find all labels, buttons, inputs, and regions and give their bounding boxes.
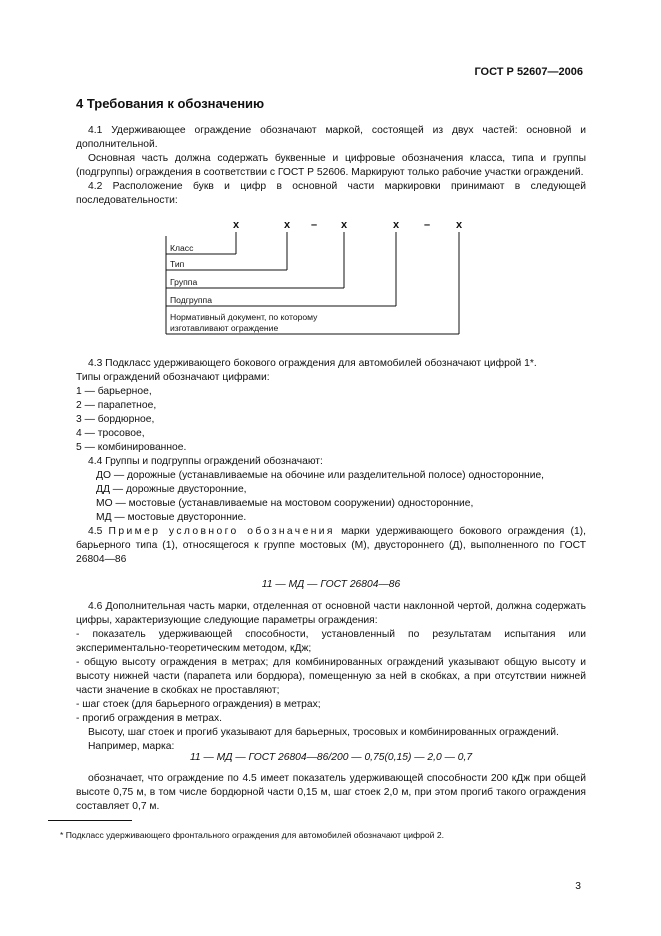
example-formula-2: 11 — МД — ГОСТ 26804—86/200 — 0,75(0,15) — 2,0 — 0,7	[189, 752, 473, 763]
document-header: ГОСТ Р 52607—2006	[474, 66, 583, 78]
param-item-4: - прогиб ограждения в метрах.	[76, 713, 222, 724]
paragraph-4-6	[76, 600, 586, 754]
scheme-label-normdoc-line2: изготавливают ограждение	[170, 323, 279, 333]
footnote: * Подкласс удерживающего фронтального ограждения для автомобилей обозначают цифрой 2.	[60, 830, 445, 840]
scheme-symbol-group: x	[340, 219, 348, 231]
group-item-md: МД — мостовые двусторонние.	[96, 512, 247, 523]
paragraph-4-6-conclusion	[76, 772, 586, 814]
p46-text-b: Высоту, шаг стоек и прогиб указывают для барьерных, тросовых и комбинированных ограждений.	[88, 727, 559, 738]
p41-text-b: Основная часть должна содержать буквенные и цифровые обозначения класса, типа и группы (подгруппы) ограждения в соответствии с ГОСТ Р 52606. Маркируют только рабочие участки ограждений.	[76, 153, 586, 178]
paragraph-4-3	[76, 357, 586, 567]
type-item-5: 5 — комбинированное.	[76, 442, 187, 453]
p45-number: 4.5	[88, 526, 103, 537]
page-number: 3	[575, 881, 581, 892]
scheme-dash-1: –	[310, 219, 318, 231]
scheme-label-group: Группа	[170, 277, 198, 287]
paragraph-4-1	[76, 124, 586, 208]
p46-text-d: обозначает, что ограждение по 4.5 имеет показатель удерживающей способности 200 кДж при общей высоте 0,75 м, в том числе бордюрной части 0,15 м, шаг стоек 2,0 м, при этом прогиб такого ограждения составляет 0,7 м.	[76, 773, 586, 812]
group-item-dd: ДД — дорожные двусторонние,	[96, 484, 247, 495]
param-item-2: - общую высоту ограждения в метрах; для комбинированных ограждений указывают общую высоту и высоту нижней части (парапета или бордюра), помещенную за ней в скобках, а при отсутствии нижней части значение в скобках не проставляют;	[76, 657, 586, 696]
scheme-label-normdoc-line1: Нормативный документ, по которому	[170, 312, 318, 322]
p46-text-a: 4.6 Дополнительная часть марки, отделенная от основной части наклонной чертой, должна содержать цифры, характеризующие следующие параметры ограждения:	[76, 601, 586, 626]
param-item-1: - показатель удерживающей способности, установленный по результатам испытания или экспериментально-теоретическим методом, кДж;	[76, 629, 586, 654]
p45-text	[76, 525, 586, 567]
group-item-do: ДО — дорожные (устанавливаемые на обочине или разделительной полосе) односторонние,	[96, 470, 545, 481]
type-item-1: 1 — барьерное,	[76, 386, 152, 397]
scheme-label-subgroup: Подгруппа	[170, 295, 212, 305]
type-item-2: 2 — парапетное,	[76, 400, 157, 411]
scheme-symbol-normdoc: x	[455, 219, 463, 231]
group-item-mo: МО — мостовые (устанавливаемые на мостовом сооружении) односторонние,	[96, 498, 474, 509]
p41-text-a: 4.1 Удерживающее ограждение обозначают маркой, состоящей из двух частей: основной и дополнительной.	[76, 125, 586, 150]
example-formula-1: 11 — МД — ГОСТ 26804—86	[261, 579, 401, 590]
type-item-3: 3 — бордюрное,	[76, 414, 155, 425]
p44-text-a: 4.4 Группы и подгруппы ограждений обозначают:	[88, 456, 323, 467]
p45-rest: марки удерживающего бокового ограждения (1), барьерного типа (1), относящегося к группе мостовых (М), двустороннего (Д), выполненного по ГОСТ 26804—86	[76, 526, 586, 565]
p43-text-a: 4.3 Подкласс удерживающего бокового ограждения для автомобилей обозначают цифрой 1*.	[88, 358, 537, 369]
scheme-symbol-subgroup: x	[392, 219, 400, 231]
scheme-dash-2: –	[423, 219, 431, 231]
scheme-label-type: Тип	[170, 259, 185, 269]
p46-text-c: Например, марка:	[88, 741, 175, 752]
section-title: 4 Требования к обозначению	[76, 96, 265, 111]
p42-text: 4.2 Расположение букв и цифр в основной части маркировки принимают в следующей последовательности:	[76, 181, 586, 206]
scheme-label-class: Класс	[170, 243, 194, 253]
p43-text-b: Типы ограждений обозначают цифрами:	[76, 372, 270, 383]
param-item-3: - шаг стоек (для барьерного ограждения) в метрах;	[76, 699, 321, 710]
scheme-symbol-type: x	[283, 219, 291, 231]
footnote-separator	[48, 820, 132, 821]
scheme-symbol-class: x	[232, 219, 240, 231]
type-item-4: 4 — тросовое,	[76, 428, 145, 439]
p45-spaced-heading: Пример условного обозначения	[108, 526, 335, 537]
marking-scheme-diagram	[150, 212, 480, 336]
